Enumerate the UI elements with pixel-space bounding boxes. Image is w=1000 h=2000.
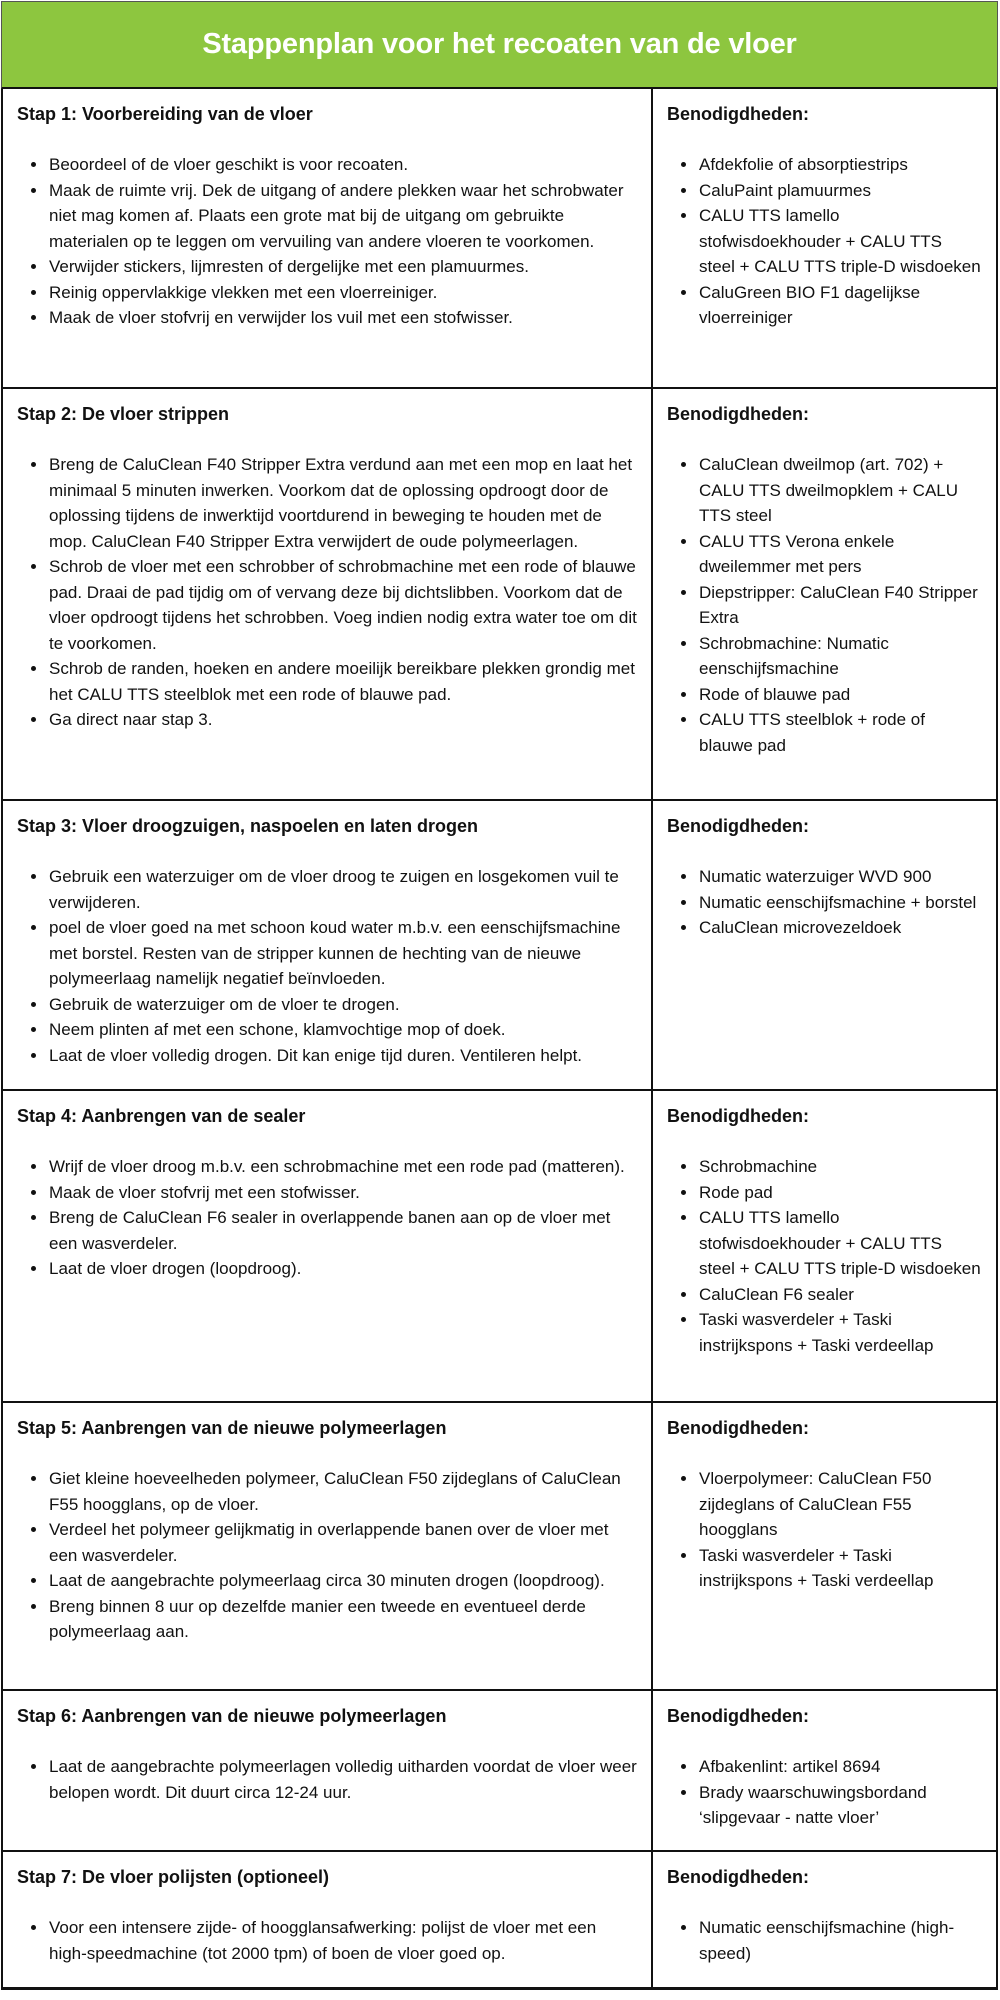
supplies-cell [653,1403,996,1689]
instruction-list [17,452,637,733]
supplies-list [667,1915,982,1966]
step-heading: Stap 6: Aanbrengen van de nieuwe polymeerlagen [17,1706,447,1726]
title-banner [1,1,998,89]
instruction-item: • Giet kleine hoeveelheden polymeer, CaluClean F50 zijdeglans of CaluClean F55 hoogglans, op de vloer. [48,1466,637,1517]
supplies-heading: Benodigdheden: [667,1418,809,1438]
supplies-cell [653,1091,996,1401]
supplies-heading: Benodigdheden: [667,1706,809,1726]
instruction-item: • Maak de ruimte vrij. Dek de uitgang of andere plekken waar het schrobwater niet mag komen af. Plaats een grote mat bij de uitgang om gebruikte materialen op te leggen om vervuiling van andere vloeren te voorkomen. [48,178,637,255]
supply-item: • CaluGreen BIO F1 dagelijkse vloerreiniger [698,280,982,331]
step-row-7 [3,1852,996,1987]
supplies-cell [653,89,996,387]
step-row-3 [3,801,996,1091]
supply-item: • Numatic eenschijfsmachine + borstel [698,890,982,916]
instruction-item: • Voor een intensere zijde- of hoogglansafwerking: polijst de vloer met een high-speedmachine (tot 2000 tpm) of boen de vloer goed op. [48,1915,637,1966]
supply-item: • Numatic waterzuiger WVD 900 [698,864,982,890]
page-title: Stappenplan voor het recoaten van de vloer [202,28,797,60]
instruction-list [17,1915,637,1966]
supplies-heading: Benodigdheden: [667,404,809,424]
instruction-item: • Gebruik de waterzuiger om de vloer te drogen. [48,992,637,1018]
step-row-4 [3,1091,996,1403]
instruction-item: • Verdeel het polymeer gelijkmatig in overlappende banen over de vloer met een wasverdeler. [48,1517,637,1568]
instruction-item: • Beoordeel of de vloer geschikt is voor recoaten. [48,152,637,178]
instruction-list [17,1154,637,1282]
supply-item: • CaluClean dweilmop (art. 702) + CALU TTS dweilmopklem + CALU TTS steel [698,452,982,529]
supply-item: • CALU TTS lamello stofwisdoekhouder + CALU TTS steel + CALU TTS triple-D wisdoeken [698,1205,982,1282]
steps-table [1,89,998,1990]
supplies-list [667,452,982,758]
supply-item: • Schrobmachine: Numatic eenschijfsmachine [698,631,982,682]
supply-item: • CaluPaint plamuurmes [698,178,982,204]
instruction-item: • Verwijder stickers, lijmresten of dergelijke met een plamuurmes. [48,254,637,280]
supply-item: • CALU TTS lamello stofwisdoekhouder + CALU TTS steel + CALU TTS triple-D wisdoeken [698,203,982,280]
instruction-list [17,864,637,1068]
step-row-2 [3,389,996,801]
step-heading: Stap 1: Voorbereiding van de vloer [17,104,313,124]
supplies-heading: Benodigdheden: [667,104,809,124]
step-instructions-cell [3,389,653,799]
supply-item: • CaluClean F6 sealer [698,1282,982,1308]
step-row-6 [3,1691,996,1852]
instruction-list [17,152,637,331]
step-instructions-cell [3,1403,653,1689]
step-instructions-cell [3,1091,653,1401]
supplies-list [667,1754,982,1831]
supply-item: • Numatic eenschijfsmachine (high-speed) [698,1915,982,1966]
instruction-item: • Schrob de vloer met een schrobber of schrobmachine met een rode of blauwe pad. Draai de pad tijdig om of vervang deze bij dichtslibben. Voorkom dat de vloer opdroogt tijdens het schrobben. Voeg indien nodig extra water toe om dit te voorkomen. [48,554,637,656]
instruction-item: • poel de vloer goed na met schoon koud water m.b.v. een eenschijfsmachine met borstel. Resten van de stripper kunnen de hechting van de nieuwe polymeerlaag namelijk negatief beïnvloeden. [48,915,637,992]
instruction-item: • Laat de aangebrachte polymeerlaag circa 30 minuten drogen (loopdroog). [48,1568,637,1594]
step-instructions-cell [3,89,653,387]
instruction-list [17,1466,637,1645]
supply-item: • Taski wasverdeler + Taski instrijkspons + Taski verdeellap [698,1307,982,1358]
instruction-item: • Maak de vloer stofvrij met een stofwisser. [48,1180,637,1206]
supply-item: • Afdekfolie of absorptiestrips [698,152,982,178]
supplies-list [667,1466,982,1594]
supplies-list [667,864,982,941]
stappenplan-sheet [1,1,998,1990]
supplies-list [667,152,982,331]
supplies-heading: Benodigdheden: [667,1106,809,1126]
instruction-item: • Gebruik een waterzuiger om de vloer droog te zuigen en losgekomen vuil te verwijderen. [48,864,637,915]
supply-item: • Diepstripper: CaluClean F40 Stripper Extra [698,580,982,631]
step-row-5 [3,1403,996,1691]
supply-item: • Afbakenlint: artikel 8694 [698,1754,982,1780]
supply-item: • CaluClean microvezeldoek [698,915,982,941]
step-instructions-cell [3,801,653,1089]
step-instructions-cell [3,1691,653,1850]
supplies-cell [653,1852,996,1987]
supply-item: • Brady waarschuwingsbordand ‘slipgevaar - natte vloer’ [698,1780,982,1831]
supplies-heading: Benodigdheden: [667,1867,809,1887]
supplies-cell [653,1691,996,1850]
instruction-item: • Laat de vloer volledig drogen. Dit kan enige tijd duren. Ventileren helpt. [48,1043,637,1069]
step-heading: Stap 7: De vloer polijsten (optioneel) [17,1867,330,1887]
supply-item: • CALU TTS steelblok + rode of blauwe pad [698,707,982,758]
instruction-item: • Ga direct naar stap 3. [48,707,637,733]
instruction-item: • Wrijf de vloer droog m.b.v. een schrobmachine met een rode pad (matteren). [48,1154,637,1180]
instruction-item: • Schrob de randen, hoeken en andere moeilijk bereikbare plekken grondig met het CALU TTS steelblok met een rode of blauwe pad. [48,656,637,707]
step-heading: Stap 5: Aanbrengen van de nieuwe polymeerlagen [17,1418,447,1438]
step-heading: Stap 4: Aanbrengen van de sealer [17,1106,306,1126]
supplies-cell [653,389,996,799]
instruction-item: • Breng de CaluClean F40 Stripper Extra verdund aan met een mop en laat het minimaal 5 minuten inwerken. Voorkom dat de oplossing opdroogt door de oplossing tijdens de inwerktijd voortdurend in beweging te houden met de mop. CaluClean F40 Stripper Extra verwijdert de oude polymeerlagen. [48,452,637,554]
instruction-item: • Maak de vloer stofvrij en verwijder los vuil met een stofwisser. [48,305,637,331]
supply-item: • Rode pad [698,1180,982,1206]
instruction-item: • Laat de aangebrachte polymeerlagen volledig uitharden voordat de vloer weer belopen wordt. Dit duurt circa 12-24 uur. [48,1754,637,1805]
step-row-1 [3,89,996,389]
instruction-item: • Neem plinten af met een schone, klamvochtige mop of doek. [48,1017,637,1043]
supplies-list [667,1154,982,1358]
supply-item: • Vloerpolymeer: CaluClean F50 zijdeglans of CaluClean F55 hoogglans [698,1466,982,1543]
supplies-heading: Benodigdheden: [667,816,809,836]
supply-item: • Rode of blauwe pad [698,682,982,708]
supply-item: • CALU TTS Verona enkele dweilemmer met pers [698,529,982,580]
instruction-item: • Laat de vloer drogen (loopdroog). [48,1256,637,1282]
instruction-item: • Reinig oppervlakkige vlekken met een vloerreiniger. [48,280,637,306]
supply-item: • Schrobmachine [698,1154,982,1180]
step-instructions-cell [3,1852,653,1987]
supplies-cell [653,801,996,1089]
instruction-item: • Breng binnen 8 uur op dezelfde manier een tweede en eventueel derde polymeerlaag aan. [48,1594,637,1645]
instruction-list [17,1754,637,1805]
step-heading: Stap 3: Vloer droogzuigen, naspoelen en laten drogen [17,816,479,836]
instruction-item: • Breng de CaluClean F6 sealer in overlappende banen aan op de vloer met een wasverdeler. [48,1205,637,1256]
supply-item: • Taski wasverdeler + Taski instrijkspons + Taski verdeellap [698,1543,982,1594]
step-heading: Stap 2: De vloer strippen [17,404,230,424]
